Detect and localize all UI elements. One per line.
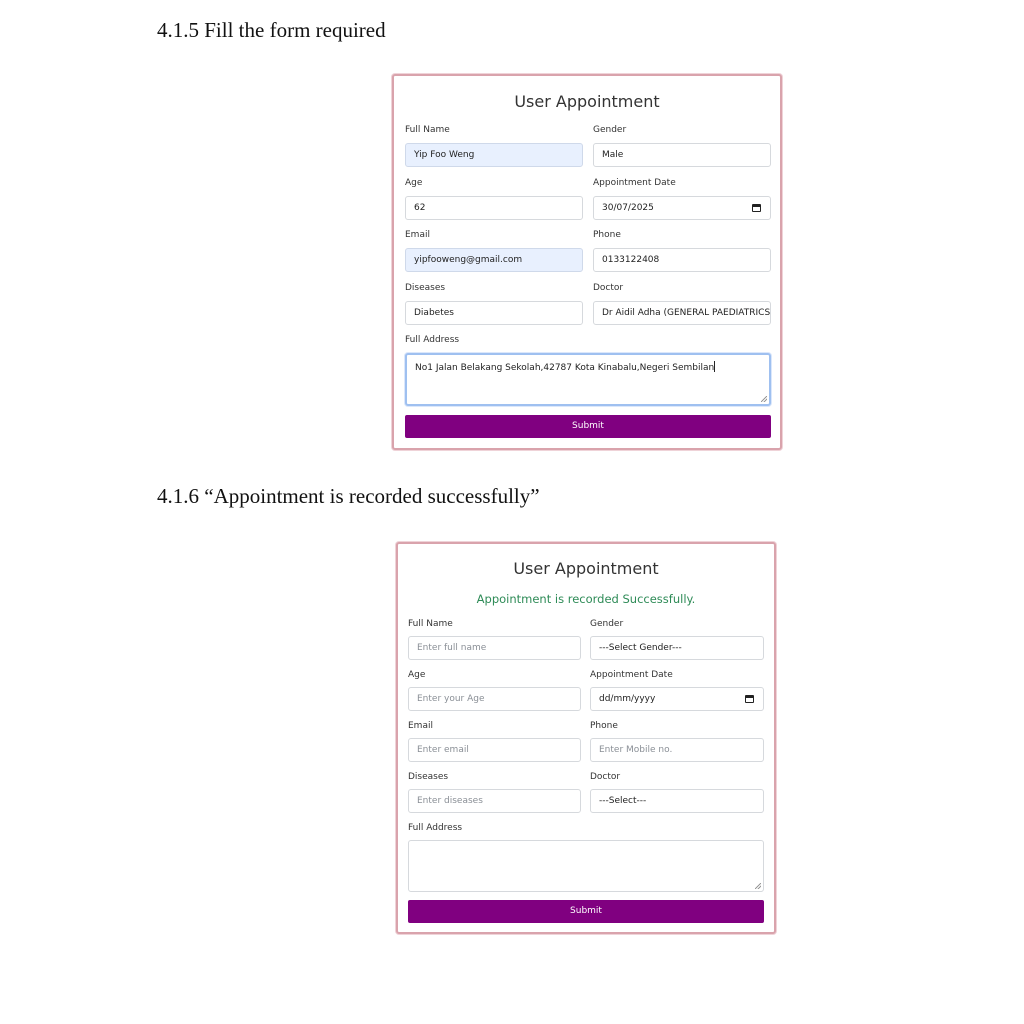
section-heading-success: 4.1.6 “Appointment is recorded successfully” xyxy=(157,484,540,508)
full-name-input[interactable]: Yip Foo Weng xyxy=(405,143,583,167)
appointment-date-input[interactable] xyxy=(590,687,764,711)
calendar-icon[interactable] xyxy=(745,695,754,703)
form-title: User Appointment xyxy=(513,559,659,578)
doctor-select[interactable]: Dr Aidil Adha (GENERAL PAEDIATRICS xyxy=(593,301,771,325)
text-caret xyxy=(714,361,715,372)
gender-select[interactable]: Male xyxy=(593,143,771,167)
age-input[interactable]: Enter your Age xyxy=(408,687,581,711)
appointment-date-label: Appointment Date xyxy=(593,178,676,188)
age-label: Age xyxy=(408,670,426,680)
appointment-date-placeholder: dd/mm/yyyy xyxy=(599,694,656,704)
diseases-label: Diseases xyxy=(408,772,449,782)
form-title: User Appointment xyxy=(514,92,660,111)
full-address-label: Full Address xyxy=(408,823,463,833)
full-address-value: No1 Jalan Belakang Sekolah,42787 Kota Kinabalu,Negeri Sembilan xyxy=(415,363,715,373)
doctor-label: Doctor xyxy=(590,772,621,782)
email-input[interactable]: yipfooweng@gmail.com xyxy=(405,248,583,272)
age-label: Age xyxy=(405,178,423,188)
full-address-label: Full Address xyxy=(405,335,460,345)
submit-button[interactable]: Submit xyxy=(408,900,764,923)
gender-label: Gender xyxy=(593,125,627,135)
doctor-label: Doctor xyxy=(593,283,624,293)
age-input[interactable]: 62 xyxy=(405,196,583,220)
phone-label: Phone xyxy=(593,230,621,240)
phone-input[interactable]: 0133122408 xyxy=(593,248,771,272)
full-address-textarea[interactable] xyxy=(405,353,771,406)
section-heading-fill-form: 4.1.5 Fill the form required xyxy=(157,18,386,42)
diseases-input[interactable]: Diabetes xyxy=(405,301,583,325)
appointment-form-filled xyxy=(392,74,782,450)
calendar-icon[interactable] xyxy=(752,204,761,212)
diseases-input[interactable]: Enter diseases xyxy=(408,789,581,813)
doctor-select[interactable]: ---Select--- xyxy=(590,789,764,813)
email-input[interactable]: Enter email xyxy=(408,738,581,762)
full-address-textarea[interactable] xyxy=(408,840,764,892)
success-message: Appointment is recorded Successfully. xyxy=(476,592,696,606)
appointment-date-input[interactable] xyxy=(593,196,771,220)
resize-grip-icon[interactable] xyxy=(755,883,761,889)
email-label: Email xyxy=(408,721,433,731)
appointment-date-value: 30/07/2025 xyxy=(602,203,654,213)
phone-label: Phone xyxy=(590,721,618,731)
gender-select[interactable]: ---Select Gender--- xyxy=(590,636,764,660)
gender-label: Gender xyxy=(590,619,624,629)
submit-button[interactable]: Submit xyxy=(405,415,771,438)
appointment-form-empty xyxy=(396,542,776,934)
full-name-label: Full Name xyxy=(408,619,453,629)
appointment-date-label: Appointment Date xyxy=(590,670,673,680)
diseases-label: Diseases xyxy=(405,283,446,293)
resize-grip-icon[interactable] xyxy=(761,396,767,402)
email-label: Email xyxy=(405,230,430,240)
full-name-label: Full Name xyxy=(405,125,450,135)
full-name-input[interactable]: Enter full name xyxy=(408,636,581,660)
phone-input[interactable]: Enter Mobile no. xyxy=(590,738,764,762)
